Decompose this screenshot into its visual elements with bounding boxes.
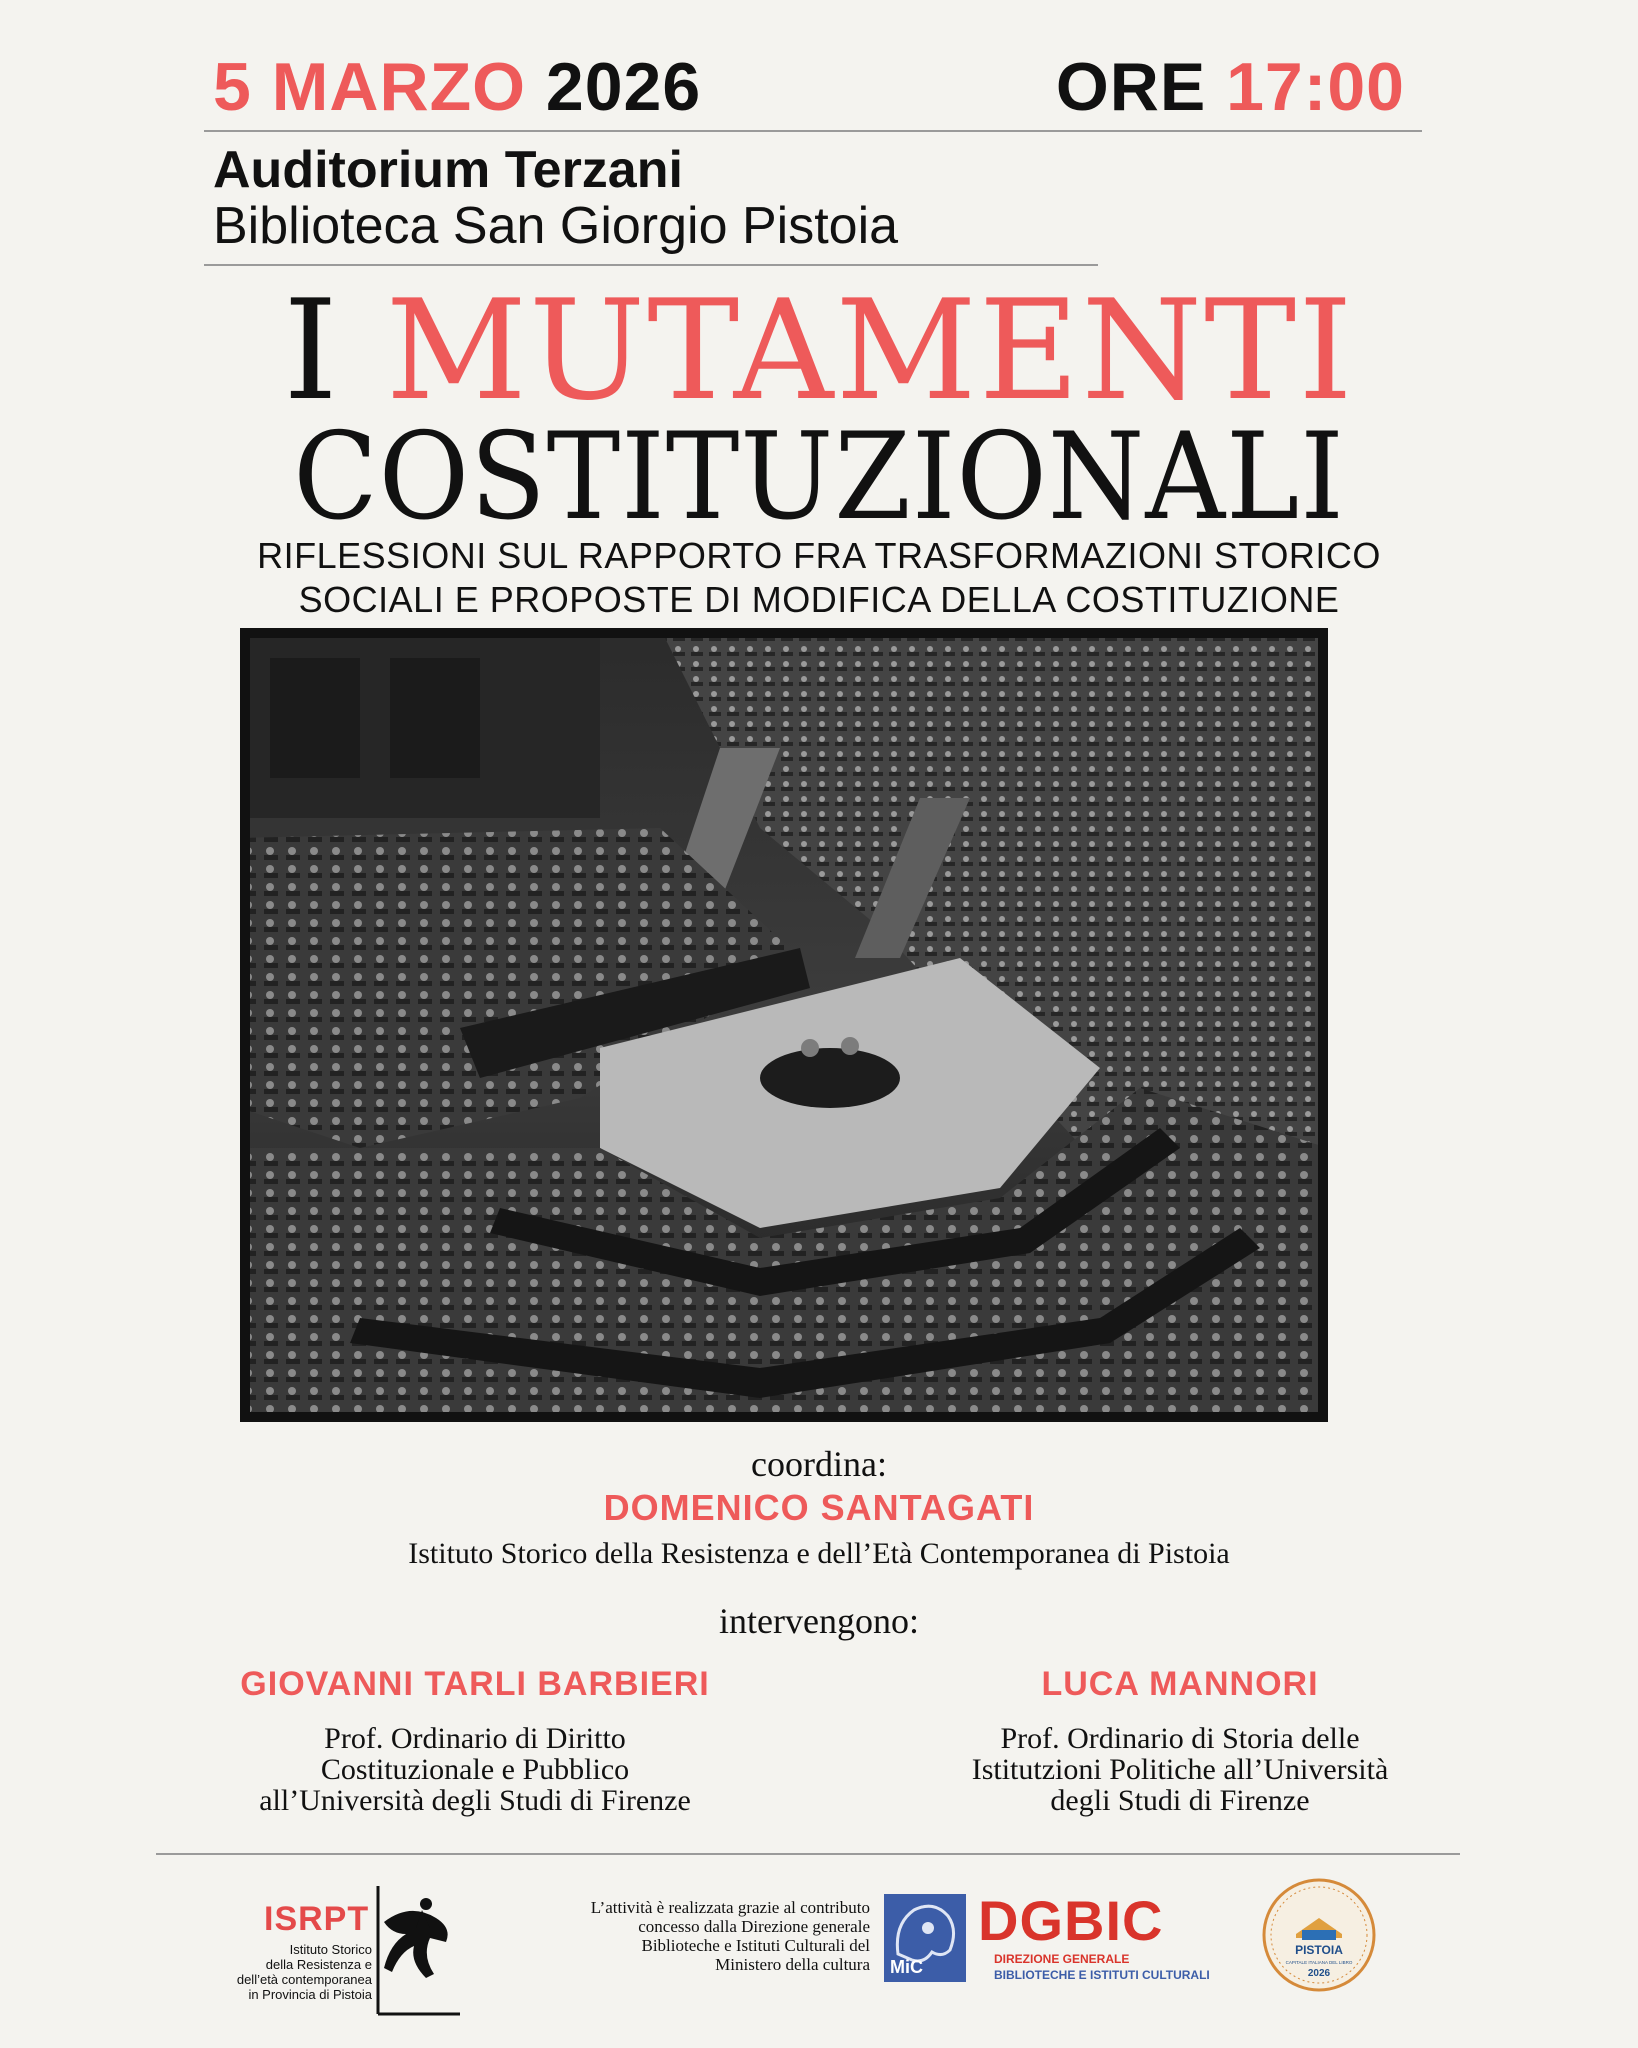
subtitle-line-2: SOCIALI E PROPOSTE DI MODIFICA DELLA COSTITUZIONE bbox=[298, 579, 1340, 620]
parliament-photo bbox=[240, 628, 1328, 1422]
title-word-mutamenti: MUTAMENTI bbox=[385, 270, 1355, 431]
speaker-1-role-line-3: all’Università degli Studi di Firenze bbox=[259, 1784, 691, 1817]
divider-venue bbox=[204, 264, 1098, 266]
title-word-i: I bbox=[283, 270, 340, 431]
parliament-photo-illustration bbox=[240, 628, 1328, 1422]
isrpt-line-3: dell’età contemporanea bbox=[236, 1972, 372, 1987]
funding-line-3: Biblioteche e Istituti Culturali del bbox=[641, 1936, 870, 1955]
coordinator-label: coordina: bbox=[751, 1444, 887, 1484]
event-date bbox=[213, 48, 701, 126]
venue-name: Auditorium Terzani bbox=[213, 141, 683, 199]
speaker-2-name: LUCA MANNORI bbox=[1041, 1665, 1319, 1703]
speaker-2-role-line-3: degli Studi di Firenze bbox=[1050, 1784, 1310, 1817]
event-day-month: 5 MARZO bbox=[213, 49, 526, 125]
isrpt-horse-icon bbox=[370, 1882, 462, 2018]
isrpt-line-2: della Resistenza e bbox=[265, 1957, 372, 1972]
mic-label: MiC bbox=[890, 1957, 923, 1977]
isrpt-line-1: Istituto Storico bbox=[289, 1942, 372, 1957]
pistoia-seal-year: 2026 bbox=[1307, 1968, 1331, 1979]
speaker-1-name: GIOVANNI TARLI BARBIERI bbox=[240, 1665, 710, 1703]
event-time-label: ORE bbox=[1055, 49, 1207, 125]
speaker-1-role-line-1: Prof. Ordinario di Diritto bbox=[324, 1722, 626, 1755]
divider-footer bbox=[156, 1853, 1460, 1855]
subtitle-line-1: RIFLESSIONI SUL RAPPORTO FRA TRASFORMAZIONI STORICO bbox=[257, 535, 1381, 576]
event-time bbox=[1056, 48, 1405, 126]
pistoia-seal-name: PISTOIA bbox=[1295, 1943, 1343, 1957]
speaker-2-role-line-2: Istitutzioni Politiche all’Università bbox=[971, 1753, 1389, 1786]
title-line-2: COSTITUZIONALI bbox=[293, 408, 1345, 547]
funding-line-1: L’attività è realizzata grazie al contributo bbox=[590, 1898, 870, 1917]
mic-logo bbox=[884, 1894, 966, 1982]
event-year: 2026 bbox=[545, 49, 702, 125]
divider-top bbox=[204, 130, 1422, 132]
isrpt-logo-text: ISRPT bbox=[264, 1900, 370, 1938]
funding-line-4: Ministero della cultura bbox=[715, 1955, 870, 1974]
funding-line-2: concesso dalla Direzione generale bbox=[638, 1917, 870, 1936]
subtitle bbox=[0, 534, 1638, 622]
dgbic-logo-text: DGBIC bbox=[978, 1889, 1164, 1952]
coordinator-name: DOMENICO SANTAGATI bbox=[603, 1487, 1035, 1528]
isrpt-description bbox=[200, 1942, 372, 2002]
event-time-value: 17:00 bbox=[1226, 49, 1405, 125]
venue-place: Biblioteca San Giorgio Pistoia bbox=[213, 197, 899, 255]
coordinator-affiliation: Istituto Storico della Resistenza e dell’Età Contemporanea di Pistoia bbox=[408, 1537, 1230, 1570]
dgbic-subtitle-1: DIREZIONE GENERALE bbox=[994, 1952, 1130, 1966]
speaker-1-role bbox=[150, 1723, 800, 1816]
isrpt-line-4: in Provincia di Pistoia bbox=[248, 1987, 372, 2002]
funding-notice bbox=[506, 1898, 870, 1974]
speaker-2-role bbox=[880, 1723, 1480, 1816]
speaker-2-role-line-1: Prof. Ordinario di Storia delle bbox=[1000, 1722, 1360, 1755]
pistoia-seal-subtitle: CAPITALE ITALIANA DEL LIBRO bbox=[1285, 1960, 1353, 1965]
speaker-1-role-line-2: Costituzionale e Pubblico bbox=[320, 1753, 630, 1786]
pistoia-capitale-libro-seal bbox=[1262, 1878, 1376, 1992]
dgbic-subtitle-2: BIBLIOTECHE E ISTITUTI CULTURALI bbox=[994, 1968, 1210, 1982]
title-line-1 bbox=[0, 270, 1638, 431]
speakers-label: intervengono: bbox=[719, 1601, 919, 1641]
